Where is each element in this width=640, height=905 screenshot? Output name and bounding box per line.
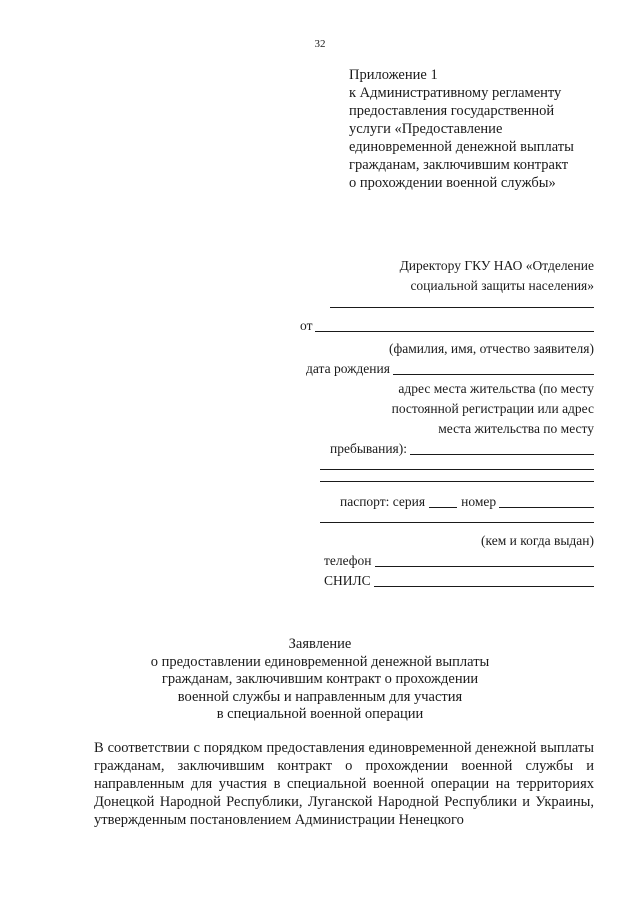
statement-line: в специальной военной операции xyxy=(216,706,424,722)
address-field[interactable] xyxy=(410,453,594,455)
address-field-line[interactable] xyxy=(320,480,594,482)
phone-row xyxy=(300,551,594,571)
statement-line: гражданам, заключившим контракт о прохождении xyxy=(161,671,479,687)
from-label: от xyxy=(300,318,313,333)
body-paragraph xyxy=(94,739,594,829)
appendix-line: услуги «Предоставление xyxy=(349,121,503,137)
address-text: постоянной регистрации или адрес xyxy=(391,401,594,416)
addressee-block xyxy=(300,256,594,591)
statement-line: о предоставлении единовременной денежной выплаты xyxy=(150,653,490,670)
appendix-line: к Административному регламенту xyxy=(349,85,562,101)
passport-series-field[interactable] xyxy=(429,506,457,508)
passport-series-label: паспорт: серия xyxy=(340,494,426,509)
director-line: социальной защиты населения» xyxy=(410,278,594,293)
snils-field[interactable] xyxy=(374,585,594,587)
birth-row xyxy=(300,359,594,379)
birth-date-field[interactable] xyxy=(393,373,594,375)
snils-row xyxy=(300,571,594,591)
snils-label: СНИЛС xyxy=(324,573,371,588)
from-row xyxy=(300,316,594,336)
appendix-header xyxy=(349,66,574,192)
passport-number-field[interactable] xyxy=(499,506,594,508)
appendix-line: единовременной денежной выплаты xyxy=(349,139,574,155)
address-text: места жительства по месту xyxy=(438,421,594,436)
blank-line xyxy=(330,306,594,308)
statement-title: Заявление xyxy=(288,636,352,652)
address-field-line[interactable] xyxy=(320,468,594,470)
appendix-line: Приложение 1 xyxy=(349,67,438,83)
director-line: Директору ГКУ НАО «Отделение xyxy=(399,258,594,273)
body-text: В соответствии с порядком предоставления единовременной денежной выплаты гражданам, заключившим контракт о прохождении военной службы и направленным для участия в специальной военной операции на территориях Донецкой Народной Республики, Луганской Народной Республики и Украины, утвержденным постановлением Администрации Ненецкого xyxy=(94,740,594,828)
appendix-line: о прохождении военной службы» xyxy=(349,175,556,191)
fio-hint: (фамилия, имя, отчество заявителя) xyxy=(388,341,594,356)
phone-field[interactable] xyxy=(375,565,594,567)
passport-issued-field[interactable] xyxy=(320,521,594,523)
address-text: адрес места жительства (по месту xyxy=(398,381,594,396)
appendix-line: гражданам, заключившим контракт xyxy=(349,157,569,173)
passport-number-label: номер xyxy=(461,494,497,509)
passport-row xyxy=(300,492,594,512)
address-row xyxy=(300,439,594,459)
appendix-line: предоставления государственной xyxy=(349,103,555,119)
page-number: 32 xyxy=(314,38,326,50)
address-label: пребывания): xyxy=(330,441,407,456)
statement-heading xyxy=(0,636,640,724)
phone-label: телефон xyxy=(324,553,372,568)
from-field[interactable] xyxy=(315,330,594,332)
birth-label: дата рождения xyxy=(306,361,390,376)
statement-line: военной службы и направленным для участия xyxy=(177,688,463,705)
issued-hint: (кем и когда выдан) xyxy=(481,533,594,548)
